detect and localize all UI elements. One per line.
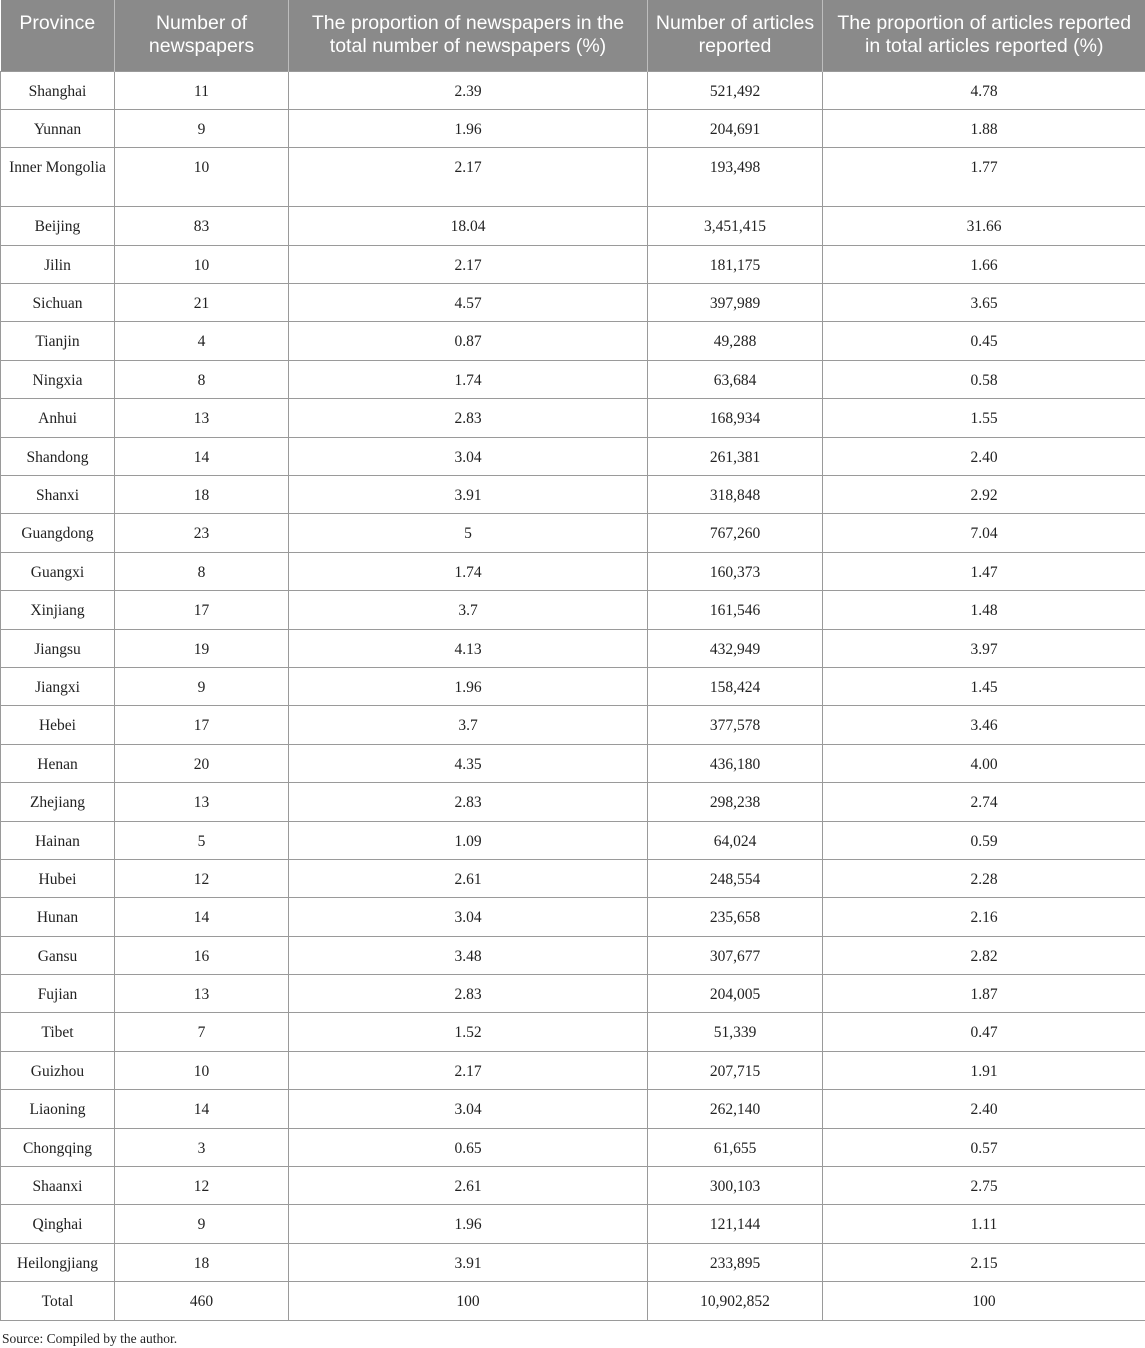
table-row — [1, 1013, 1145, 1051]
cell-province: Shaanxi — [1, 1167, 115, 1205]
cell-newspaper-share: 3.7 — [289, 706, 648, 744]
cell-article-share: 1.47 — [823, 552, 1145, 590]
cell-newspaper-share: 3.04 — [289, 437, 648, 475]
table-row — [1, 975, 1145, 1013]
cell-article-share: 1.11 — [823, 1205, 1145, 1243]
cell-articles: 158,424 — [648, 667, 823, 705]
cell-newspaper-share: 4.13 — [289, 629, 648, 667]
cell-province: Henan — [1, 744, 115, 782]
cell-newspaper-share: 0.87 — [289, 322, 648, 360]
cell-newspapers: 9 — [115, 667, 289, 705]
cell-articles: 51,339 — [648, 1013, 823, 1051]
cell-articles: 49,288 — [648, 322, 823, 360]
cell-newspaper-share: 3.91 — [289, 476, 648, 514]
cell-newspapers: 8 — [115, 552, 289, 590]
cell-province: Xinjiang — [1, 591, 115, 629]
table-row — [1, 514, 1145, 552]
cell-newspaper-share: 2.61 — [289, 859, 648, 897]
cell-newspaper-share: 2.83 — [289, 975, 648, 1013]
cell-newspaper-share: 3.91 — [289, 1243, 648, 1281]
cell-province: Shandong — [1, 437, 115, 475]
cell-newspapers: 14 — [115, 437, 289, 475]
table-row — [1, 591, 1145, 629]
cell-article-share: 0.45 — [823, 322, 1145, 360]
cell-articles: 767,260 — [648, 514, 823, 552]
cell-newspapers: 13 — [115, 783, 289, 821]
cell-articles: 181,175 — [648, 245, 823, 283]
cell-article-share: 2.40 — [823, 1090, 1145, 1128]
cell-province: Jiangsu — [1, 629, 115, 667]
cell-province: Guizhou — [1, 1051, 115, 1089]
table-row — [1, 552, 1145, 590]
cell-newspapers: 9 — [115, 1205, 289, 1243]
cell-article-share: 1.55 — [823, 399, 1145, 437]
cell-newspapers: 8 — [115, 360, 289, 398]
header-province: Province — [1, 0, 115, 71]
cell-article-share: 2.15 — [823, 1243, 1145, 1281]
cell-newspapers: 19 — [115, 629, 289, 667]
cell-province: Tianjin — [1, 322, 115, 360]
cell-articles: 204,691 — [648, 109, 823, 147]
table-row — [1, 898, 1145, 936]
table-row — [1, 744, 1145, 782]
table-row — [1, 859, 1145, 897]
cell-newspaper-share: 1.09 — [289, 821, 648, 859]
cell-article-share: 1.87 — [823, 975, 1145, 1013]
table-row — [1, 1090, 1145, 1128]
cell-article-share: 1.48 — [823, 591, 1145, 629]
table-row — [1, 148, 1145, 207]
cell-province: Jiangxi — [1, 667, 115, 705]
cell-province: Hebei — [1, 706, 115, 744]
cell-newspaper-share: 4.35 — [289, 744, 648, 782]
cell-province: Yunnan — [1, 109, 115, 147]
cell-newspaper-share: 3.04 — [289, 898, 648, 936]
table-row — [1, 109, 1145, 147]
cell-newspaper-share: 18.04 — [289, 207, 648, 245]
cell-province: Gansu — [1, 936, 115, 974]
cell-newspapers: 18 — [115, 1243, 289, 1281]
cell-newspapers: 3 — [115, 1128, 289, 1166]
cell-articles: 318,848 — [648, 476, 823, 514]
cell-newspapers: 460 — [115, 1282, 289, 1320]
cell-newspaper-share: 1.96 — [289, 667, 648, 705]
cell-newspapers: 13 — [115, 399, 289, 437]
cell-province: Guangdong — [1, 514, 115, 552]
cell-province: Shanxi — [1, 476, 115, 514]
source-note: Source: Compiled by the author. — [2, 1331, 178, 1346]
cell-newspaper-share: 0.65 — [289, 1128, 648, 1166]
cell-newspapers: 12 — [115, 1167, 289, 1205]
cell-article-share: 0.57 — [823, 1128, 1145, 1166]
cell-articles: 204,005 — [648, 975, 823, 1013]
cell-articles: 3,451,415 — [648, 207, 823, 245]
table-row — [1, 1167, 1145, 1205]
cell-articles: 521,492 — [648, 71, 823, 109]
cell-province: Heilongjiang — [1, 1243, 115, 1281]
cell-newspaper-share: 1.96 — [289, 1205, 648, 1243]
cell-newspapers: 23 — [115, 514, 289, 552]
cell-articles: 248,554 — [648, 859, 823, 897]
cell-article-share: 0.58 — [823, 360, 1145, 398]
cell-province: Hunan — [1, 898, 115, 936]
cell-article-share: 1.45 — [823, 667, 1145, 705]
table-row — [1, 629, 1145, 667]
table-row — [1, 399, 1145, 437]
cell-articles: 61,655 — [648, 1128, 823, 1166]
table-row — [1, 437, 1145, 475]
cell-province: Jilin — [1, 245, 115, 283]
cell-articles: 298,238 — [648, 783, 823, 821]
cell-province: Fujian — [1, 975, 115, 1013]
total-row — [1, 1282, 1145, 1320]
cell-province: Ningxia — [1, 360, 115, 398]
cell-province: Total — [1, 1282, 115, 1320]
cell-newspapers: 14 — [115, 898, 289, 936]
cell-newspaper-share: 2.17 — [289, 1051, 648, 1089]
cell-article-share: 0.59 — [823, 821, 1145, 859]
cell-articles: 160,373 — [648, 552, 823, 590]
cell-newspapers: 10 — [115, 1051, 289, 1089]
table-row — [1, 476, 1145, 514]
cell-articles: 207,715 — [648, 1051, 823, 1089]
cell-newspapers: 9 — [115, 109, 289, 147]
cell-articles: 193,498 — [648, 148, 823, 207]
cell-article-share: 2.92 — [823, 476, 1145, 514]
table-row — [1, 245, 1145, 283]
table-row — [1, 1128, 1145, 1166]
cell-newspaper-share: 2.17 — [289, 245, 648, 283]
cell-articles: 436,180 — [648, 744, 823, 782]
cell-newspapers: 7 — [115, 1013, 289, 1051]
cell-articles: 235,658 — [648, 898, 823, 936]
cell-newspapers: 10 — [115, 245, 289, 283]
cell-newspaper-share: 2.39 — [289, 71, 648, 109]
table-row — [1, 207, 1145, 245]
cell-articles: 397,989 — [648, 284, 823, 322]
cell-newspaper-share: 2.83 — [289, 783, 648, 821]
table-body — [1, 71, 1145, 1320]
cell-province: Liaoning — [1, 1090, 115, 1128]
table-row — [1, 1051, 1145, 1089]
cell-newspapers: 4 — [115, 322, 289, 360]
cell-newspapers: 13 — [115, 975, 289, 1013]
cell-newspapers: 10 — [115, 148, 289, 207]
cell-article-share: 2.82 — [823, 936, 1145, 974]
cell-articles: 307,677 — [648, 936, 823, 974]
cell-province: Anhui — [1, 399, 115, 437]
cell-newspapers: 83 — [115, 207, 289, 245]
table-row — [1, 322, 1145, 360]
cell-article-share: 3.97 — [823, 629, 1145, 667]
cell-newspapers: 17 — [115, 591, 289, 629]
cell-articles: 168,934 — [648, 399, 823, 437]
header-number-of-articles: Number of articles reported — [648, 0, 823, 71]
cell-newspaper-share: 5 — [289, 514, 648, 552]
cell-articles: 233,895 — [648, 1243, 823, 1281]
cell-articles: 121,144 — [648, 1205, 823, 1243]
cell-newspapers: 20 — [115, 744, 289, 782]
cell-newspaper-share: 100 — [289, 1282, 648, 1320]
cell-article-share: 31.66 — [823, 207, 1145, 245]
table-header — [1, 0, 1145, 71]
table-row — [1, 360, 1145, 398]
cell-newspapers: 12 — [115, 859, 289, 897]
cell-province: Hainan — [1, 821, 115, 859]
cell-articles: 261,381 — [648, 437, 823, 475]
cell-newspapers: 18 — [115, 476, 289, 514]
table-row — [1, 936, 1145, 974]
cell-article-share: 2.28 — [823, 859, 1145, 897]
cell-article-share: 3.46 — [823, 706, 1145, 744]
cell-province: Inner Mongolia — [1, 148, 115, 207]
cell-newspaper-share: 3.48 — [289, 936, 648, 974]
cell-newspapers: 14 — [115, 1090, 289, 1128]
cell-newspapers: 16 — [115, 936, 289, 974]
cell-articles: 262,140 — [648, 1090, 823, 1128]
cell-article-share: 2.40 — [823, 437, 1145, 475]
cell-newspaper-share: 3.7 — [289, 591, 648, 629]
cell-newspaper-share: 2.61 — [289, 1167, 648, 1205]
cell-newspaper-share: 4.57 — [289, 284, 648, 322]
cell-article-share: 4.00 — [823, 744, 1145, 782]
table-row — [1, 706, 1145, 744]
cell-newspapers: 11 — [115, 71, 289, 109]
cell-articles: 432,949 — [648, 629, 823, 667]
cell-article-share: 7.04 — [823, 514, 1145, 552]
table-row — [1, 71, 1145, 109]
cell-article-share: 1.77 — [823, 148, 1145, 207]
header-newspaper-proportion: The proportion of newspapers in the total number of newspapers (%) — [289, 0, 648, 71]
cell-article-share: 4.78 — [823, 71, 1145, 109]
cell-newspaper-share: 3.04 — [289, 1090, 648, 1128]
cell-articles: 64,024 — [648, 821, 823, 859]
header-row — [1, 0, 1145, 71]
cell-newspapers: 5 — [115, 821, 289, 859]
cell-newspaper-share: 1.96 — [289, 109, 648, 147]
cell-articles: 10,902,852 — [648, 1282, 823, 1320]
cell-article-share: 2.16 — [823, 898, 1145, 936]
table-row — [1, 1205, 1145, 1243]
cell-article-share: 0.47 — [823, 1013, 1145, 1051]
cell-articles: 300,103 — [648, 1167, 823, 1205]
cell-newspaper-share: 1.52 — [289, 1013, 648, 1051]
header-number-of-newspapers: Number of newspapers — [115, 0, 289, 71]
cell-articles: 63,684 — [648, 360, 823, 398]
cell-article-share: 100 — [823, 1282, 1145, 1320]
cell-article-share: 2.75 — [823, 1167, 1145, 1205]
cell-article-share: 3.65 — [823, 284, 1145, 322]
table-row — [1, 821, 1145, 859]
cell-article-share: 1.91 — [823, 1051, 1145, 1089]
cell-province: Qinghai — [1, 1205, 115, 1243]
table-row — [1, 284, 1145, 322]
cell-province: Guangxi — [1, 552, 115, 590]
table-row — [1, 1243, 1145, 1281]
cell-newspaper-share: 2.17 — [289, 148, 648, 207]
cell-newspaper-share: 1.74 — [289, 360, 648, 398]
cell-province: Beijing — [1, 207, 115, 245]
cell-province: Sichuan — [1, 284, 115, 322]
cell-article-share: 2.74 — [823, 783, 1145, 821]
header-article-proportion: The proportion of articles reported in total articles reported (%) — [823, 0, 1145, 71]
cell-articles: 161,546 — [648, 591, 823, 629]
cell-province: Zhejiang — [1, 783, 115, 821]
table-row — [1, 783, 1145, 821]
cell-province: Hubei — [1, 859, 115, 897]
cell-newspaper-share: 2.83 — [289, 399, 648, 437]
cell-newspapers: 21 — [115, 284, 289, 322]
cell-article-share: 1.66 — [823, 245, 1145, 283]
cell-province: Chongqing — [1, 1128, 115, 1166]
cell-province: Tibet — [1, 1013, 115, 1051]
table-row — [1, 667, 1145, 705]
cell-newspapers: 17 — [115, 706, 289, 744]
cell-province: Shanghai — [1, 71, 115, 109]
cell-articles: 377,578 — [648, 706, 823, 744]
cell-article-share: 1.88 — [823, 109, 1145, 147]
cell-newspaper-share: 1.74 — [289, 552, 648, 590]
